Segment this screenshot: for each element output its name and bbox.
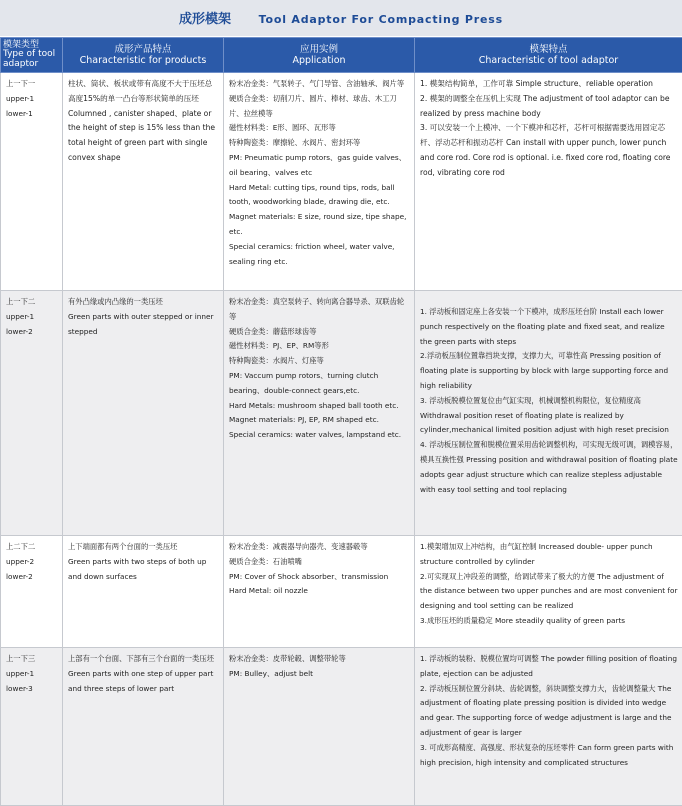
table-row	[1, 536, 682, 648]
adaptor-features-cell: 1. 浮动板的装粉、脱模位置均可调整 The powder filling position of floating plate, ejection can be adjusted 2. 浮动板压制位置分斜块、齿轮调整，斜块调整支撑力大，齿轮调整量大 The adjustment of floating plate pressing position is divided into wedge and gear. The supporting force of wedge adjustment is large and the adjustment of gear is larger 3. 可成形高精度、高强度、形状复杂的压坯零件 Can form green parts with high precision, high intensity and complicated structures	[415, 648, 682, 806]
features-cell: 有外凸缘或内凸缘的一类压坯 Green parts with outer stepped or inner stepped	[63, 291, 224, 536]
applications-cell: 粉末冶金类：真空泵转子、转向离合器导杀、双联齿轮等 硬质合金类：蘑菇形球齿等 磁性材料类：PJ、EP、RM等形 特种陶瓷类：水阀片、灯座等 PM: Vaccum pump rotors、turning clutch bearing、double-connect gears,etc. Hard Metals: mushroom shaped ball tooth etc. Magnet materials: PJ, EP, RM shaped etc. Special ceramics: water valves, lampstand etc.	[224, 291, 415, 536]
table-row	[1, 291, 682, 536]
applications-cell: 粉末冶金类：气泵转子、气门导管、含油轴承、阀片等 硬质合金类：切削刀片、圆片、棒材、球齿、木工刀片、拉丝模等 磁性材料类：E形、圆环、瓦形等 特种陶瓷类：摩擦轮、水阀片、密封环等 PM: Pneumatic pump rotors、gas guide valves、oil bearing、valves etc Hard Metal: cutting tips, round tips, rods, ball tooth, woodworking blade, drawing die, etc. Magnet materials: E size, round size, tipe shape, etc. Special ceramics: friction wheel, water valve, sealing ring etc.	[224, 73, 415, 291]
table-row	[1, 73, 682, 291]
features-cell: 上部有一个台面、下部有三个台面的一类压坯 Green parts with one step of upper part and three steps of lower part	[63, 648, 224, 806]
title-english: Tool Adaptor For Compacting Press	[258, 13, 503, 26]
table-row	[1, 648, 682, 806]
applications-cell: 粉末冶金类：皮带轮毂、调整带轮等 PM: Bulley、adjust belt	[224, 648, 415, 806]
type-cell: 上一下三 upper-1 lower-3	[1, 648, 63, 806]
type-cell: 上一下一 upper-1 lower-1	[1, 73, 63, 291]
header-row	[1, 38, 682, 73]
type-cell: 上一下二 upper-1 lower-2	[1, 291, 63, 536]
features-cell: 柱状、筒状、板状或带有高度不大于压坯总高度15%的单一凸台等形状简单的压坯 Columned , canister shaped、plate or the height of step is 15% less than the total height of green part with single convex shape	[63, 73, 224, 291]
adaptor-features-cell: 1. 模架结构简单，工作可靠 Simple structure、reliable operation 2. 模架的调整全在压机上实现 The adjustment of tool adaptor can be realized by press machine body 3. 可以安装一个上模冲、一个下模冲和芯杆，芯杆可根据需要选用固定芯杆、浮动芯杆和振动芯杆 Can install with upper punch, lower punch and core rod. Core rod is optional. i.e. fixed core rod, floating core rod, vibrating core rod	[415, 73, 682, 291]
adaptor-features-cell: 1. 浮动板和固定座上各安装一个下模冲，成形压坯台阶 Install each lower punch respectively on the floating plate and fixed seat, and realize the green parts with steps 2.浮动板压制位置靠挡块支撑，支撑力大，可靠性高 Pressing position of floating plate is supporting by block with large supporting force and high reliability 3. 浮动板脱模位置复位由气缸实现，机械调整机构限位，复位精度高 Withdrawal position reset of floating plate is realized by cylinder,mechanical limited position adjust with high reset precision 4. 浮动板压制位置和脱模位置采用齿轮调整机构，可实现无级可调，调模容易，模具互换性强 Pressing position and withdrawal position of floating plate adopts gear adjust structure which can realize stepless adjustable with easy tool setting and tool replacing	[415, 291, 682, 536]
header-product-characteristic: 成形产品特点 Characteristic for products	[63, 38, 224, 73]
features-cell: 上下端面都有两个台面的一类压坯 Green parts with two steps of both up and down surfaces	[63, 536, 224, 648]
adaptor-features-cell: 1.模架增加双上冲结构，由气缸控制 Increased double- upper punch structure controlled by cylinder 2.可实现双上冲段差的调整，给调试带来了极大的方便 The adjustment of the distance between two upper punches and are most convenient for designing and tool setting can be realized 3.成形压坯的质量稳定 More steadily quality of green parts	[415, 536, 682, 648]
header-type: 模架类型 Type of tool adaptor	[1, 38, 63, 73]
applications-cell: 粉末冶金类：减震器导向器壳、变速器毂等 硬质合金类：石油喷嘴 PM: Cover of Shock absorber、transmission Hard Metal: oil nozzle	[224, 536, 415, 648]
spec-table	[0, 37, 682, 806]
type-cell: 上二下二 upper-2 lower-2	[1, 536, 63, 648]
title-chinese: 成形模架	[179, 12, 232, 27]
header-application: 应用实例 Application	[224, 38, 415, 73]
title-bar	[0, 0, 682, 36]
header-adaptor-characteristic: 模架特点 Characteristic of tool adaptor	[415, 38, 682, 73]
